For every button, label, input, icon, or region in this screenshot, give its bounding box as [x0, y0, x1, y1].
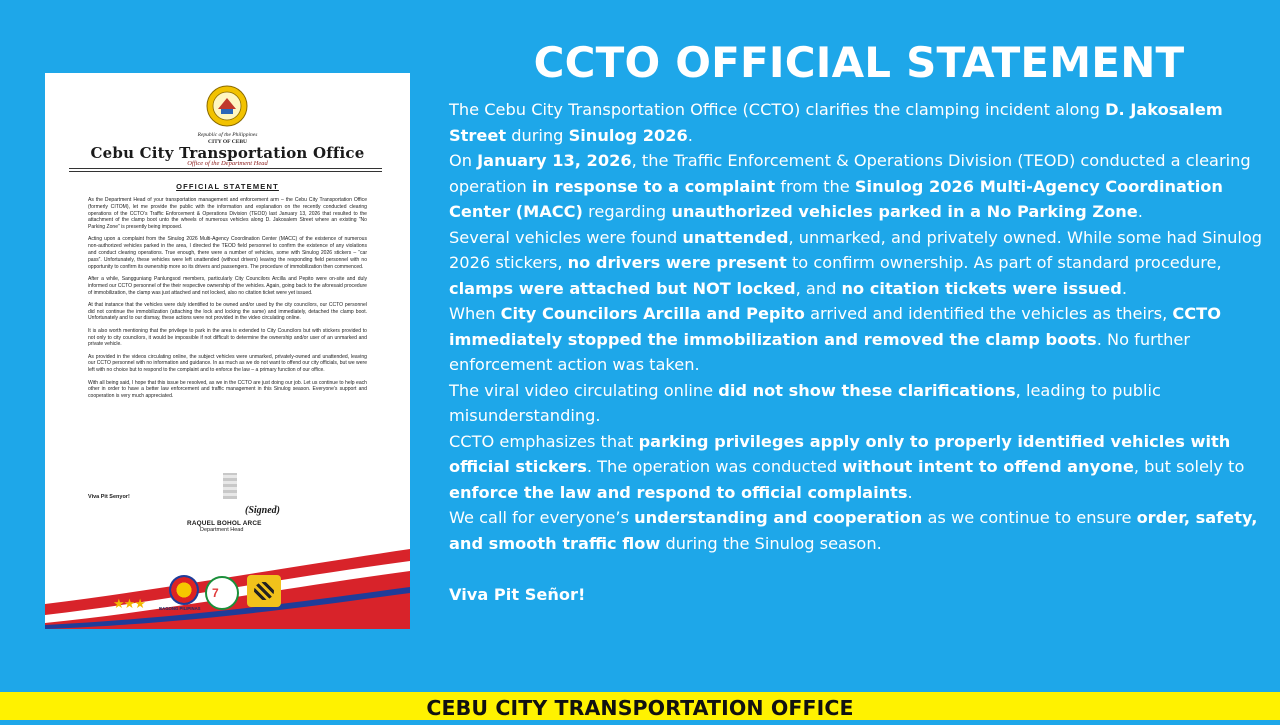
text-run-bold: City Councilors Arcilla and Pepito [500, 304, 805, 323]
letter-paragraph: It is also worth mentioning that the privilege to park in the area is extended to City Councilors but with stickers provided to not only to city councilors, it would be impossible if not difficult to determine the ownership and/or user of an unmarked and private vehicle. [88, 327, 367, 348]
text-run: . [1121, 278, 1127, 298]
letter-paragraph: As provided in the videos circulating online, the subject vehicles were unmarked, privately-owned and unattended, leaving our CCTO personnel with no information and guidance. In as much as we do not want to offend our city officials, but we were left with no choice but to respond to the complaint and to enforce the law – a primary function of our office. [88, 353, 367, 374]
bagong-pilipinas-logo-icon [169, 575, 199, 605]
text-run: , the Traffic Enforcement & Operations Division (TEOD) conducted a clearing operation [449, 151, 1251, 196]
bagong-pilipinas-caption: BAGONG PILIPINAS [159, 606, 201, 611]
sinulog-logo-text: 7 [212, 586, 219, 600]
text-run-bold: in response to a complaint [531, 176, 776, 196]
text-run: . [687, 125, 693, 145]
letterhead-rule [69, 171, 382, 172]
statement-text [449, 97, 1264, 607]
letter-paragraph: Acting upon a complaint from the Sinulog 2026 Multi-Agency Coordination Center (MACC) of the existence of numerous non-authorized vehicles parked in the area, I directed the TEOD field personnel to confirm the existence of any violations and conduct clearing operations. True enough, there were a number of vehicles, some with Sinulog 2026 stickers – “car pass”. Unfortunately, these vehicles were left unattended (without drivers) leaving the responding field personnel with no opportunity to confirm its ownership more so its drivers and passengers. The procedure of immobilization then commenced. [88, 236, 367, 270]
letterhead-city: CITY OF CEBU [207, 139, 247, 145]
sinulog-logo-icon [205, 576, 239, 610]
text-run-bold: understanding and cooperation [634, 508, 923, 527]
signer-name: RAQUEL BOHOL ARCE [187, 520, 262, 527]
page-title: CCTO OFFICIAL STATEMENT [533, 38, 1185, 87]
text-run-bold: D. Jakosalem Street [449, 100, 1223, 145]
letter-paragraph: At that instance that the vehicles were duly identified to be owned and/or used by the city councilors, our CCTO personnel did not continue the immobilization (attaching the lock and locking the same) and immediately, detached the clamp boot. Unfortunately and to our dismay, these actions were not provided in the video circulating online. [88, 301, 367, 322]
text-run-bold: parking privileges apply only to properly identified vehicles with official stickers [449, 431, 1231, 476]
text-run: We call for everyone’s [449, 508, 635, 527]
text-run-bold: without intent to offend anyone [842, 457, 1134, 476]
statement-paragraph [449, 378, 1264, 429]
text-run: . The operation was conducted [586, 457, 843, 476]
text-run: , but solely to [1133, 457, 1245, 476]
text-run: , leading to public misunderstanding. [449, 380, 1161, 425]
official-statement-letter-image [45, 73, 410, 629]
signer-title: Department Head [200, 527, 244, 533]
letter-title: OFFICIAL STATEMENT [176, 182, 279, 191]
text-run: as we continue to ensure [922, 508, 1137, 527]
text-run: The Cebu City Transportation Office (CCTO) clarifies the clamping incident along [449, 100, 1106, 119]
text-run-bold: Sinulog 2026 [568, 125, 688, 145]
signature-blurred-image [223, 473, 237, 499]
text-run-bold: no citation tickets were issued [841, 278, 1122, 298]
text-run-bold: unattended [682, 227, 789, 247]
text-run: CCTO emphasizes that [449, 431, 639, 451]
text-run-bold: order, safety, and smooth traffic flow [449, 508, 1258, 553]
text-run: , unmarked, and privately owned. While some had Sinulog 2026 stickers, [449, 227, 1263, 272]
statement-paragraph [449, 301, 1264, 378]
text-run: regarding [582, 202, 672, 221]
text-run: during the Sinulog season. [660, 533, 882, 553]
ccto-logo-icon [247, 575, 281, 607]
footer-banner-text: CEBU CITY TRANSPORTATION OFFICE [426, 696, 854, 720]
text-run-bold: enforce the law and respond to official complaints [449, 482, 908, 502]
text-run: arrived and identified the vehicles as theirs, [804, 304, 1173, 323]
text-run-bold: Sinulog 2026 Multi-Agency Coordination Center (MACC) [449, 176, 1223, 221]
text-run-bold: CCTO immediately stopped the immobilization and removed the clamp boots [449, 304, 1221, 349]
statement-paragraph [449, 429, 1264, 506]
letter-closing: Viva Pit Senyor! [88, 494, 130, 500]
letter-paragraph: After a while, Sangguniang Panlungsod members, particularly City Councilors Arcilla and Pepito were on-site and duly informed our CCTO personnel of the their respective ownership of the vehicles. Again, going back to the aforesaid procedure of immobilization, the clamp was just attached and not locked, also no citation ticket were yet issued. [88, 275, 367, 296]
letterhead-office-name: Cebu City Transportation Office [90, 144, 365, 162]
text-run: . [907, 482, 913, 502]
statement-closing: Viva Pit Señor! [449, 584, 586, 604]
text-run: . No further enforcement action was taken. [449, 329, 1190, 374]
text-run: When [449, 304, 501, 323]
text-run-bold: unauthorized vehicles parked in a No Parking Zone [671, 202, 1138, 221]
text-run: from the [775, 176, 855, 196]
text-run-bold: clamps were attached but NOT locked [449, 278, 796, 298]
text-run: Several vehicles were found [449, 227, 683, 247]
signed-label: (Signed) [245, 505, 280, 516]
text-run: to confirm ownership. As part of standard procedure, [786, 253, 1222, 272]
letterhead-office-sub: Office of the Department Head [187, 160, 268, 167]
statement-paragraph [449, 505, 1264, 556]
statement-paragraph [449, 97, 1264, 148]
letter-paragraph: With all being said, I hope that this issue be resolved, as we in the CCTO are just doing our job. Let us continue to help each other in order to have a better law enforcement and traffic management in this Sinulog season. Everyone’s support and cooperation is very much appreciated. [88, 379, 367, 400]
text-run: , and [795, 278, 842, 298]
letter-paragraph: As the Department Head of your transportation management and enforcement arm – the Cebu City Transportation Office (formerly CITOM), let me provide the public with the information and explanation on the recently conducted clearing operations of the CCTO’s Traffic Enforcement & Operations Division (TEOD) last January 13, 2026 that resulted to the attachment of the clamp boot unto the wheels of numerous vehicles along D. Jakosalem Street where an existing “No Parking Zone” is presently being imposed. [88, 197, 367, 231]
letter-body [88, 197, 367, 405]
letterhead-rule [69, 168, 382, 169]
statement-paragraph [449, 148, 1264, 225]
footer-banner [0, 692, 1280, 720]
text-run-bold: January 13, 2026 [477, 151, 632, 170]
statement-paragraph [449, 225, 1264, 302]
text-run: . [1137, 202, 1143, 221]
text-run: during [506, 125, 569, 145]
text-run-bold: did not show these clarifications [718, 380, 1016, 400]
text-run: The viral video circulating online [449, 380, 719, 400]
cebu-city-seal-icon [206, 85, 248, 127]
letterhead-republic: Republic of the Philippines [197, 132, 258, 138]
text-run-bold: no drivers were present [567, 253, 787, 272]
three-stars-icon: ★★★ [113, 596, 145, 611]
text-run: On [449, 151, 478, 170]
